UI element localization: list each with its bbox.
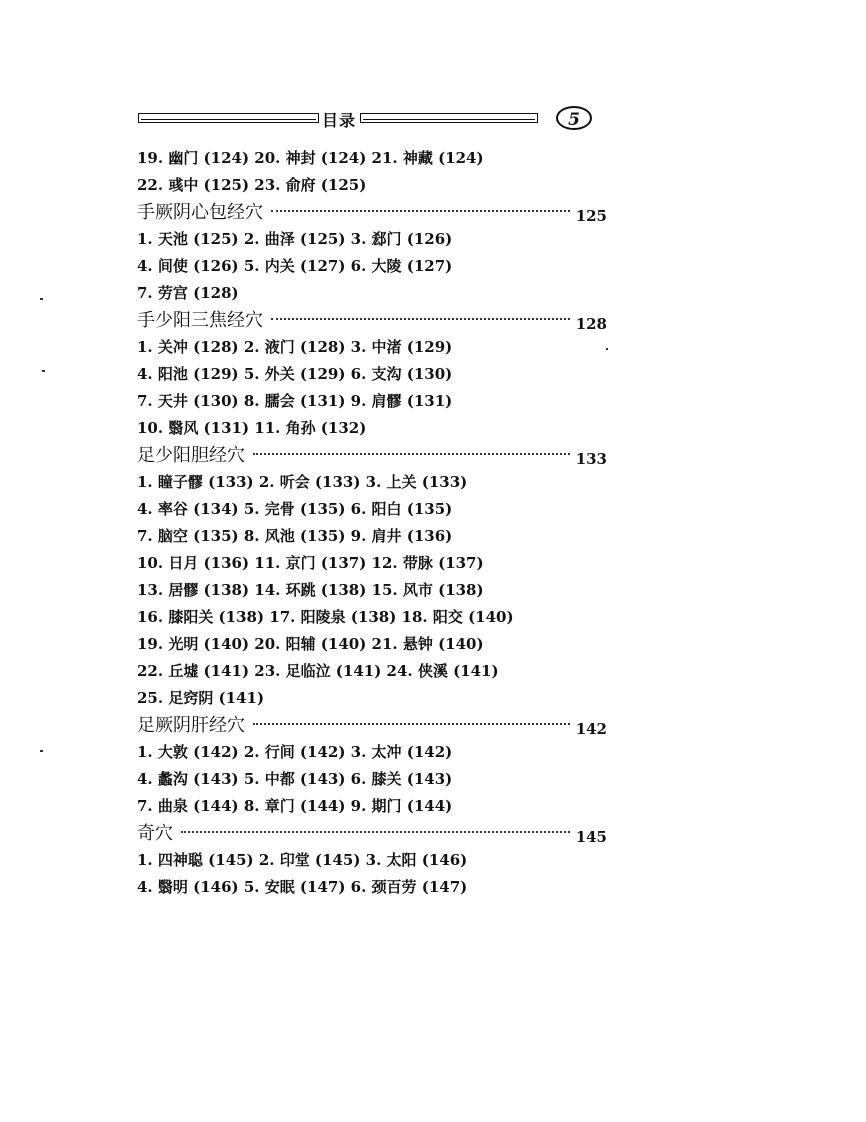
section-title: 手少阳三焦经穴 — [137, 310, 263, 331]
toc-entry-line: 4. 蠡沟 (143) 5. 中都 (143) 6. 膝关 (143) — [137, 770, 453, 788]
toc-entry-line: 4. 阳池 (129) 5. 外关 (129) 6. 支沟 (130) — [137, 365, 453, 383]
page-number-badge: 5 — [556, 106, 592, 130]
toc-section-heading — [137, 199, 607, 226]
toc-entry-line: 7. 曲泉 (144) 8. 章门 (144) 9. 期门 (144) — [137, 797, 453, 815]
toc-entry-line: 7. 天井 (130) 8. 臑会 (131) 9. 肩髎 (131) — [137, 392, 453, 410]
toc-entry-line: 1. 四神聪 (145) 2. 印堂 (145) 3. 太阳 (146) — [137, 851, 468, 869]
toc-entry-line: 1. 大敦 (142) 2. 行间 (142) 3. 太冲 (142) — [137, 743, 453, 761]
toc-entry-line: 1. 天池 (125) 2. 曲泽 (125) 3. 郄门 (126) — [137, 230, 453, 248]
scan-speck — [40, 750, 43, 752]
section-page-number: 125 — [575, 207, 607, 225]
toc-section-heading — [137, 820, 607, 847]
section-page-number: 145 — [575, 828, 607, 846]
toc-entry-line: 4. 间使 (126) 5. 内关 (127) 6. 大陵 (127) — [137, 257, 453, 275]
toc-entry-line: 19. 幽门 (124) 20. 神封 (124) 21. 神藏 (124) — [137, 149, 484, 167]
section-title: 奇穴 — [137, 823, 173, 844]
header-rule-right — [360, 113, 538, 123]
section-page-number: 133 — [575, 450, 607, 468]
dot-leader — [253, 453, 570, 455]
dot-leader — [181, 831, 570, 833]
section-title: 足少阳胆经穴 — [137, 445, 245, 466]
header-rule-left — [138, 113, 319, 123]
toc-entry-line: 10. 翳风 (131) 11. 角孙 (132) — [137, 419, 367, 437]
toc-entry-line: 25. 足窍阴 (141) — [137, 689, 265, 707]
scan-speck — [40, 298, 43, 300]
toc-entry-line: 7. 脑空 (135) 8. 风池 (135) 9. 肩井 (136) — [137, 527, 453, 545]
toc-section-heading — [137, 307, 607, 334]
section-title: 足厥阴肝经穴 — [137, 715, 245, 736]
scan-speck — [42, 370, 45, 372]
toc-entry-line: 4. 率谷 (134) 5. 完骨 (135) 6. 阳白 (135) — [137, 500, 453, 518]
toc-entry-line: 13. 居髎 (138) 14. 环跳 (138) 15. 风市 (138) — [137, 581, 484, 599]
toc-entry-line: 1. 瞳子髎 (133) 2. 听会 (133) 3. 上关 (133) — [137, 473, 468, 491]
dot-leader — [253, 723, 570, 725]
toc-section-heading — [137, 712, 607, 739]
toc-section-heading — [137, 442, 607, 469]
section-page-number: 128 — [575, 315, 607, 333]
toc-entry-line: 16. 膝阳关 (138) 17. 阳陵泉 (138) 18. 阳交 (140) — [137, 608, 514, 626]
toc-entry-line: 22. 丘墟 (141) 23. 足临泣 (141) 24. 侠溪 (141) — [137, 662, 499, 680]
section-page-number: 142 — [575, 720, 607, 738]
toc-entry-line: 19. 光明 (140) 20. 阳辅 (140) 21. 悬钟 (140) — [137, 635, 484, 653]
toc-entry-line: 22. 彧中 (125) 23. 俞府 (125) — [137, 176, 367, 194]
running-header — [138, 106, 598, 136]
toc-entry-line: 10. 日月 (136) 11. 京门 (137) 12. 带脉 (137) — [137, 554, 484, 572]
toc-entry-line: 1. 关冲 (128) 2. 液门 (128) 3. 中渚 (129) — [137, 338, 453, 356]
dot-leader — [271, 318, 570, 320]
dot-leader — [271, 210, 570, 212]
scan-speck — [606, 348, 608, 350]
toc-entry-line: 7. 劳宫 (128) — [137, 284, 239, 302]
toc-entry-line: 4. 翳明 (146) 5. 安眠 (147) 6. 颈百劳 (147) — [137, 878, 468, 896]
header-title: 目录 — [322, 111, 357, 130]
toc-list — [137, 145, 607, 901]
section-title: 手厥阴心包经穴 — [137, 202, 263, 223]
